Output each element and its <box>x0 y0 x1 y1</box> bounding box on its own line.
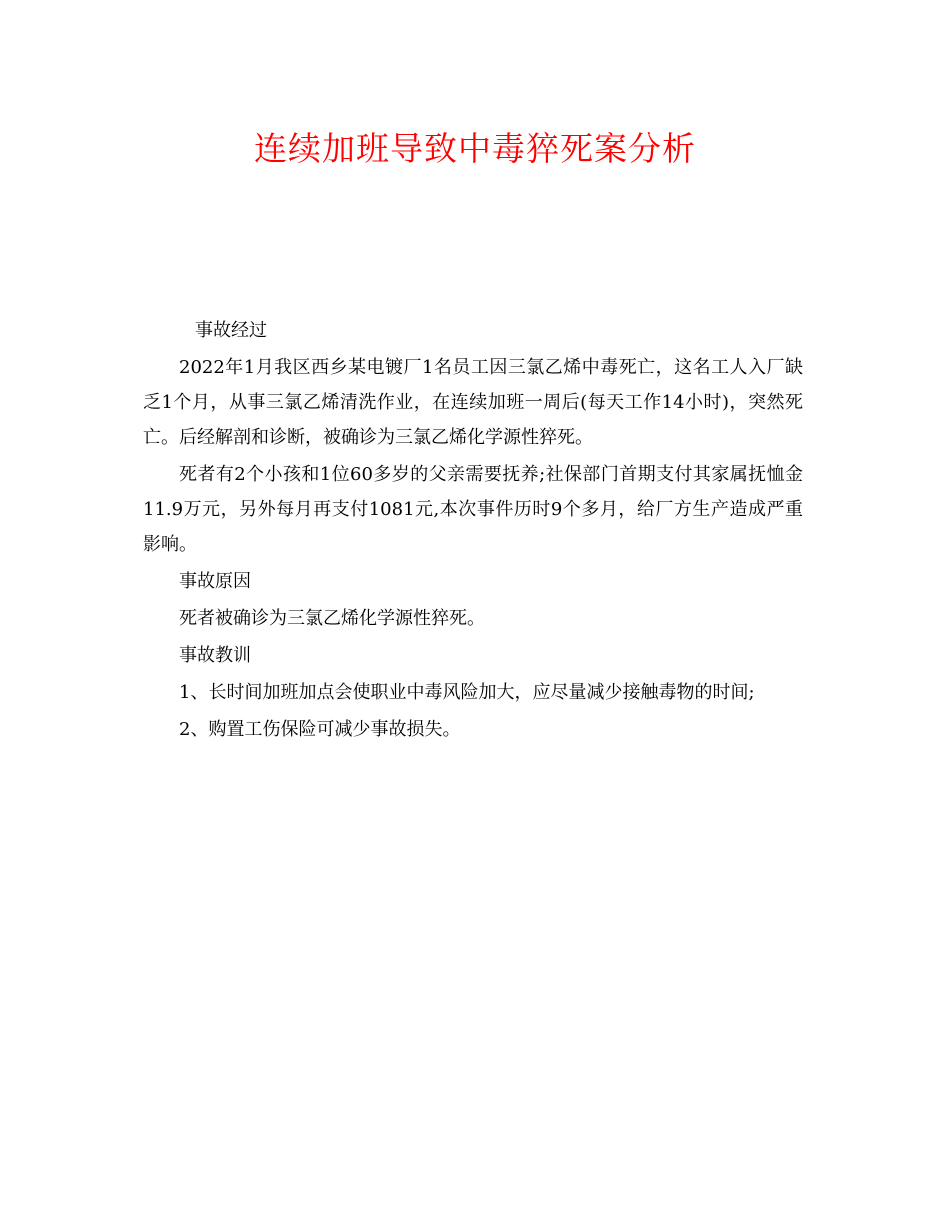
document-title: 连续加班导致中毒猝死案分析 <box>254 129 696 168</box>
lesson-item-1: 1、长时间加班加点会使职业中毒风险加大，应尽量减少接触毒物的时间; <box>179 682 755 703</box>
section-heading-lessons: 事故教训 <box>179 645 251 666</box>
document-body <box>143 313 803 749</box>
process-paragraph-1: 2022年1月我区西乡某电镀厂1名员工因三氯乙烯中毒死亡，这名工人入厂缺乏1个月，从事三氯乙烯清洗作业，在连续加班一周后(每天工作14小时)，突然死亡。后经解剖和诊断，被确诊为三氯乙烯化学源性猝死。 <box>143 357 803 448</box>
process-paragraph-2: 死者有2个小孩和1位60多岁的父亲需要抚养;社保部门首期支付其家属抚恤金11.9万元，另外每月再支付1081元,本次事件历时9个多月，给厂方生产造成严重影响。 <box>143 464 803 555</box>
lesson-item-2: 2、购置工伤保险可减少事故损失。 <box>179 719 461 740</box>
section-heading-process: 事故经过 <box>195 320 267 341</box>
section-heading-cause: 事故原因 <box>179 571 251 592</box>
cause-paragraph: 死者被确诊为三氯乙烯化学源性猝死。 <box>179 608 485 629</box>
